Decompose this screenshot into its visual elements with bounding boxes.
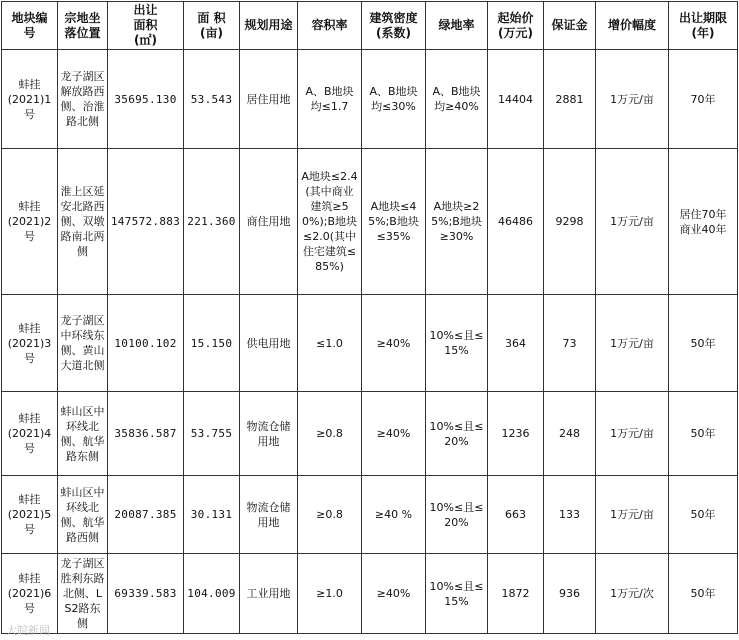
- row-density: ≥40 %: [362, 476, 426, 554]
- header-start-price: 起始价 (万元): [488, 2, 544, 50]
- row-area-mu: 221.360: [184, 149, 240, 295]
- row-area-m2: 35695.130: [108, 50, 184, 149]
- row-green: 10%≤且≤20%: [426, 392, 488, 476]
- row-green: A、B地块均≥40%: [426, 50, 488, 149]
- row-density: ≥40%: [362, 554, 426, 634]
- header-density: 建筑密度 (系数): [362, 2, 426, 50]
- header-use: 规划用途: [240, 2, 298, 50]
- row-green: 10%≤且≤15%: [426, 295, 488, 392]
- row-use: 商住用地: [240, 149, 298, 295]
- row-increment: 1万元/亩: [596, 295, 669, 392]
- row-area-m2: 69339.583: [108, 554, 184, 634]
- row-density: ≥40%: [362, 295, 426, 392]
- header-area-mu: 面 积 (亩): [184, 2, 240, 50]
- row-far: A、B地块均≤1.7: [298, 50, 362, 149]
- row-deposit: 73: [544, 295, 596, 392]
- row-green: 10%≤且≤20%: [426, 476, 488, 554]
- row-area-mu: 53.543: [184, 50, 240, 149]
- row-green: 10%≤且≤15%: [426, 554, 488, 634]
- row-id: 蚌挂 (2021)6 号: [2, 554, 58, 634]
- row-location: 龙子湖区胜利东路北侧、LS2路东侧: [58, 554, 108, 634]
- row-area-m2: 10100.102: [108, 295, 184, 392]
- table-row: [2, 554, 738, 634]
- row-deposit: 936: [544, 554, 596, 634]
- row-far: A地块≤2.4(其中商业建筑≥50%);B地块≤2.0(其中住宅建筑≤85%): [298, 149, 362, 295]
- row-start-price: 364: [488, 295, 544, 392]
- row-use: 居住用地: [240, 50, 298, 149]
- row-start-price: 46486: [488, 149, 544, 295]
- header-row: [2, 2, 738, 50]
- row-area-mu: 104.009: [184, 554, 240, 634]
- land-auction-table: [1, 1, 738, 634]
- row-location: 龙子湖区解放路西侧、治淮路北侧: [58, 50, 108, 149]
- row-far: ≥1.0: [298, 554, 362, 634]
- row-area-mu: 30.131: [184, 476, 240, 554]
- row-area-mu: 15.150: [184, 295, 240, 392]
- row-start-price: 1872: [488, 554, 544, 634]
- row-term: 居住70年 商业40年: [669, 149, 738, 295]
- header-increment: 增价幅度: [596, 2, 669, 50]
- row-start-price: 14404: [488, 50, 544, 149]
- row-start-price: 663: [488, 476, 544, 554]
- row-location: 龙子湖区中环线东侧、黄山大道北侧: [58, 295, 108, 392]
- row-use: 工业用地: [240, 554, 298, 634]
- row-id: 蚌挂 (2021)5 号: [2, 476, 58, 554]
- row-increment: 1万元/亩: [596, 392, 669, 476]
- header-location: 宗地坐 落位置: [58, 2, 108, 50]
- row-use: 供电用地: [240, 295, 298, 392]
- row-term: 50年: [669, 392, 738, 476]
- row-green: A地块≥25%;B地块≥30%: [426, 149, 488, 295]
- table-row: [2, 295, 738, 392]
- row-area-m2: 20087.385: [108, 476, 184, 554]
- header-id: 地块编 号: [2, 2, 58, 50]
- row-deposit: 133: [544, 476, 596, 554]
- header-far: 容积率: [298, 2, 362, 50]
- row-area-m2: 35836.587: [108, 392, 184, 476]
- row-id: 蚌挂 (2021)4 号: [2, 392, 58, 476]
- row-area-mu: 53.755: [184, 392, 240, 476]
- row-location: 蚌山区中环线北侧、航华路西侧: [58, 476, 108, 554]
- row-density: ≥40%: [362, 392, 426, 476]
- row-id: 蚌挂 (2021)2 号: [2, 149, 58, 295]
- row-use: 物流仓储用地: [240, 476, 298, 554]
- row-increment: 1万元/亩: [596, 476, 669, 554]
- header-area-m2: 出让 面积 (㎡): [108, 2, 184, 50]
- row-location: 蚌山区中环线北侧、航华路东侧: [58, 392, 108, 476]
- row-far: ≤1.0: [298, 295, 362, 392]
- row-id: 蚌挂 (2021)3 号: [2, 295, 58, 392]
- row-term: 50年: [669, 295, 738, 392]
- table-row: [2, 149, 738, 295]
- row-increment: 1万元/亩: [596, 149, 669, 295]
- row-density: A、B地块均≤30%: [362, 50, 426, 149]
- header-deposit: 保证金: [544, 2, 596, 50]
- row-use: 物流仓储用地: [240, 392, 298, 476]
- row-term: 50年: [669, 554, 738, 634]
- row-deposit: 9298: [544, 149, 596, 295]
- row-deposit: 2881: [544, 50, 596, 149]
- table-row: [2, 50, 738, 149]
- row-deposit: 248: [544, 392, 596, 476]
- table-row: [2, 476, 738, 554]
- row-term: 50年: [669, 476, 738, 554]
- row-id: 蚌挂 (2021)1 号: [2, 50, 58, 149]
- row-increment: 1万元/亩: [596, 50, 669, 149]
- header-green: 绿地率: [426, 2, 488, 50]
- row-area-m2: 147572.883: [108, 149, 184, 295]
- row-location: 淮上区延安北路西侧、双墩路南北两侧: [58, 149, 108, 295]
- watermark: 大皖新闻: [6, 624, 50, 637]
- row-density: A地块≤45%;B地块≤35%: [362, 149, 426, 295]
- row-increment: 1万元/次: [596, 554, 669, 634]
- row-term: 70年: [669, 50, 738, 149]
- row-far: ≥0.8: [298, 476, 362, 554]
- table-row: [2, 392, 738, 476]
- row-start-price: 1236: [488, 392, 544, 476]
- header-term: 出让期限 (年): [669, 2, 738, 50]
- row-far: ≥0.8: [298, 392, 362, 476]
